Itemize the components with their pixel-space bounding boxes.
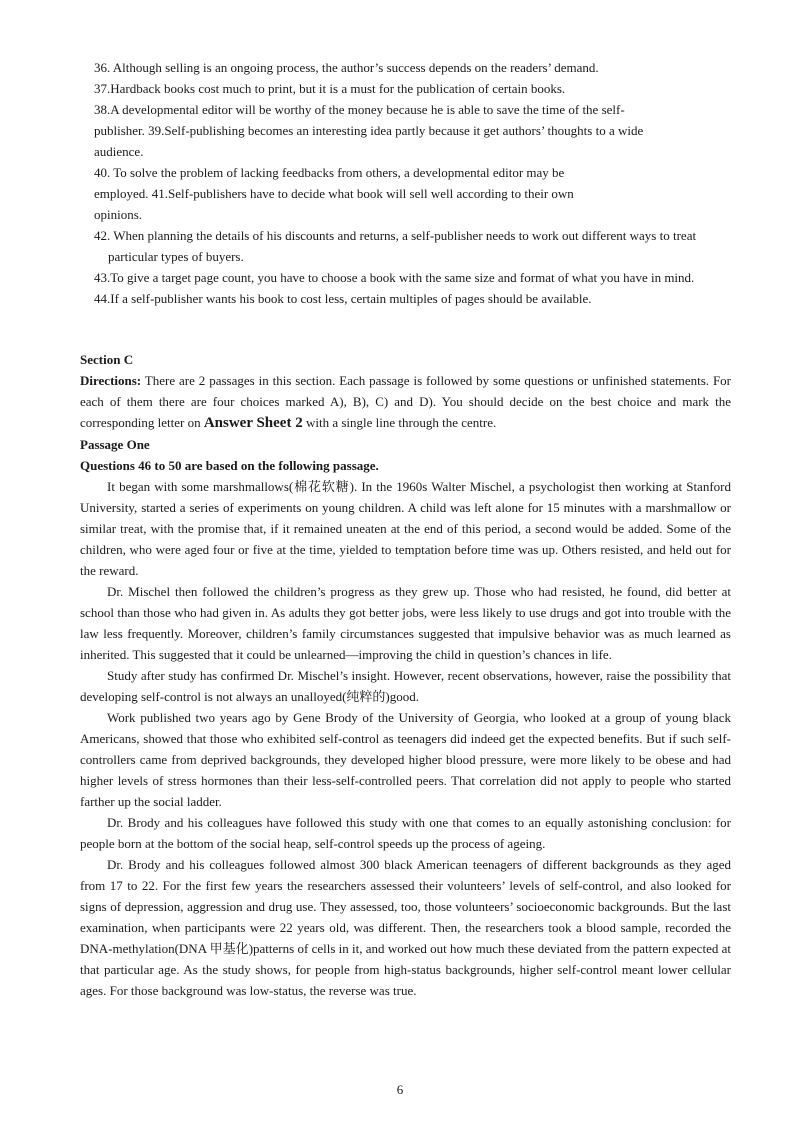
statement-42: 42. When planning the details of his discounts and returns, a self-publisher needs to work out different ways to treat particular types of buyers. [94,228,697,264]
statement-37: 37.Hardback books cost much to print, but it is a must for the publication of certain books. [94,81,566,96]
statement-41-continued: opinions. [94,207,143,222]
statement-41: employed. 41.Self-publishers have to decide what book will sell well according to their own [94,186,574,201]
statement-list [94,57,734,309]
passage-title: Passage One [80,437,150,452]
statement-39: publisher. 39.Self-publishing becomes an interesting idea partly because it get authors’ thoughts to a wide [94,123,644,138]
questions-note: Questions 46 to 50 are based on the following passage. [80,458,379,473]
statement-43: 43.To give a target page count, you have to choose a book with the same size and format of what you have in mind. [94,270,695,285]
statement-36: 36. Although selling is an ongoing process, the author’s success depends on the readers’ demand. [94,60,599,75]
passage-paragraph-1: It began with some marshmallows(棉花软糖). In the 1960s Walter Mischel, a psychologist then working at Stanford University, started a series of experiments on young children. A child was left alone for 15 minutes with a marshmallow or similar treat, with the promise that, if it remained uneaten at the end of this period, a second would be added. Some of the children, who were aged four or five at the time, yielded to temptation before time was up. Others resisted, and held out for the reward. [80,479,731,578]
section-title: Section C [80,352,134,367]
page-number: 6 [396,1082,404,1097]
statement-38: 38.A developmental editor will be worthy of the money because he is able to save the time of the self- [94,102,625,117]
passage-paragraph-6: Dr. Brody and his colleagues followed almost 300 black American teenagers of different backgrounds as they aged from 17 to 22. For the first few years the researchers assessed their volunteers’ levels of self-control, and also looked for signs of depression, aggression and drug use. They assessed, too, those volunteers’ socioeconomic backgrounds. But the last examination, when participants were 22 years old, was different. Then, the researchers took a blood sample, recorded the DNA-methylation(DNA 甲基化)patterns of cells in it, and worked out how much these deviated from the pattern expected at that particular age. As the study shows, for people from high-status backgrounds, higher self-control meant lower cellular ages. For those background was low-status, the reverse was true. [80,857,731,998]
passage-paragraph-3: Study after study has confirmed Dr. Mischel’s insight. However, recent observations, however, raise the possibility that developing self-control is not always an unalloyed(纯粹的)good. [80,668,731,704]
directions-label: Directions: [80,373,142,388]
section-c [80,349,731,1001]
passage-paragraph-4: Work published two years ago by Gene Brody of the University of Georgia, who looked at a group of young black Americans, showed that those who exhibited self-control as teenagers did indeed get the expected benefits. But if such self-controllers came from deprived backgrounds, they developed higher blood pressure, were more likely to be obese and had higher levels of stress hormones than their less-self-controlled peers. That correlation did not apply to people who started farther up the social ladder. [80,710,731,809]
directions-end: with a single line through the centre. [302,415,497,430]
directions [80,370,731,434]
answer-sheet-label: Answer Sheet 2 [203,415,303,431]
passage-paragraph-2: Dr. Mischel then followed the children’s progress as they grew up. Those who had resisted, he found, did better at school than those who had given in. As adults they got better jobs, were less likely to use drugs and got into trouble with the law less frequently. Moreover, children’s family circumstances suggested that impulsive behavior was as much learned as inherited. This suggested that it could be unlearned—improving the child in question’s chances in life. [80,584,731,662]
passage-paragraph-5: Dr. Brody and his colleagues have followed this study with one that comes to an equally astonishing conclusion: for people born at the bottom of the social heap, self-control speeds up the process of ageing. [80,815,731,851]
directions-text: There are 2 passages in this section. Each passage is followed by some questions or unfinished statements. For each of them there are four choices marked A), B), C) and D). You should decide on the best choice and mark the corresponding letter on [80,373,731,430]
statement-39-continued: audience. [94,144,144,159]
statement-40: 40. To solve the problem of lacking feedbacks from others, a developmental editor may be [94,165,565,180]
statement-44: 44.If a self-publisher wants his book to cost less, certain multiples of pages should be available. [94,291,592,306]
